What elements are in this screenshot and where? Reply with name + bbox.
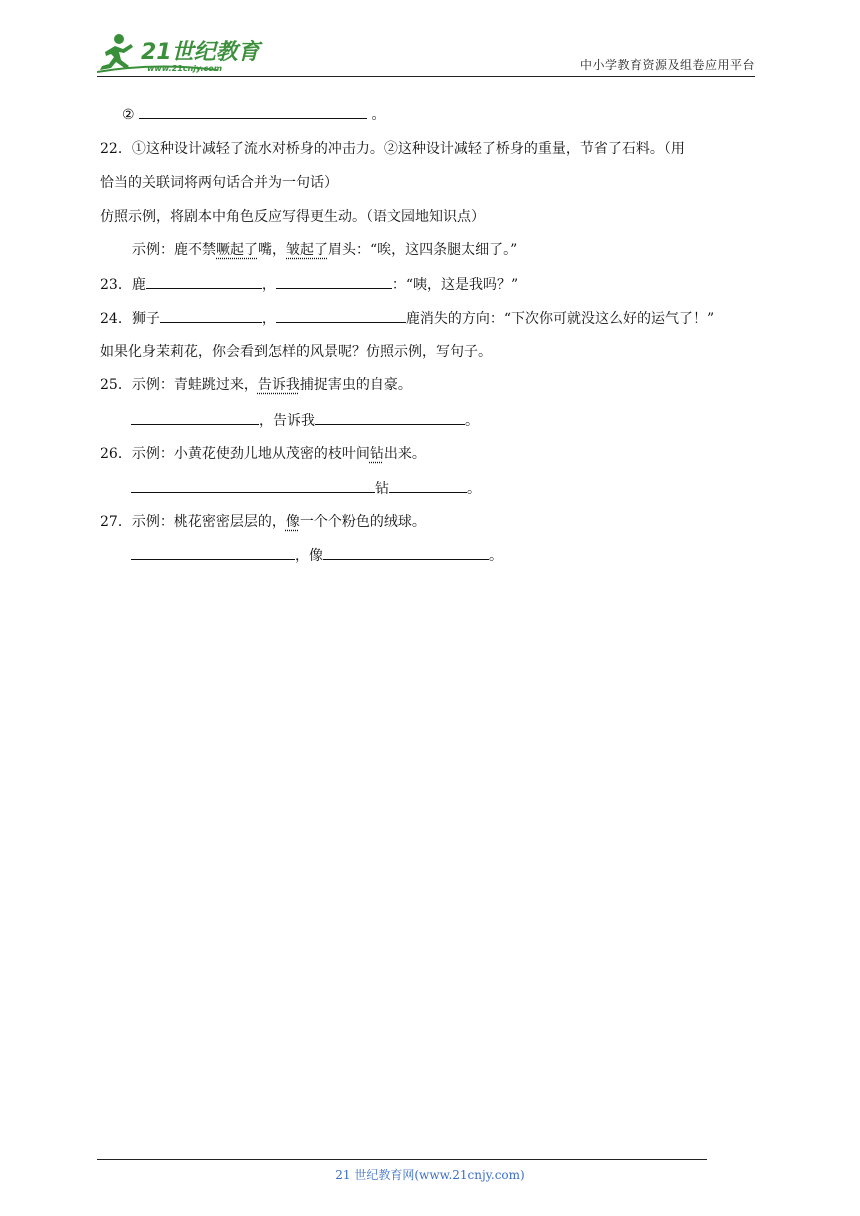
svg-text:21世纪教育: 21世纪教育 [141, 40, 260, 65]
section-instruction-drama: 仿照示例，将剧本中角色反应写得更生动。（语文园地知识点） [100, 209, 485, 225]
answer-blank[interactable] [315, 410, 465, 425]
emphasis-dots-1: 噘起了 [216, 242, 258, 258]
question-number: 22． [100, 141, 132, 157]
answer-blank[interactable] [276, 308, 406, 323]
answer-blank[interactable] [139, 104, 367, 119]
answer-blank[interactable] [160, 308, 262, 323]
svg-text:www.21cnjy.com: www.21cnjy.com [147, 64, 223, 73]
question-22 [100, 139, 685, 159]
answer-blank[interactable] [276, 274, 392, 289]
question-25: 25．示例：青蛙跳过来，告诉我捕捉害虫的自豪。 [100, 377, 412, 393]
question-26-answer: 钻 。 [131, 478, 481, 499]
question-27: 27．示例：桃花密密层层的，像一个个粉色的绒球。 [100, 514, 426, 530]
answer-blank[interactable] [131, 478, 375, 493]
section-instruction-jasmine: 如果化身茉莉花，你会看到怎样的风景呢？仿照示例，写句子。 [100, 344, 492, 360]
emphasis-dots: 像 [285, 514, 300, 530]
answer-blank[interactable] [131, 545, 295, 560]
question-23: 23．鹿 ， ：“咦，这是我吗？” [100, 274, 518, 295]
page-header [97, 28, 755, 77]
question-number: 25． [100, 377, 132, 393]
emphasis-dots: 钻 [369, 446, 384, 462]
question-26: 26．示例：小黄花使劲儿地从茂密的枝叶间钻出来。 [100, 446, 426, 462]
question-text: ①这种设计减轻了流水对桥身的冲击力。②这种设计减轻了桥身的重量，节省了石料。（用 [131, 141, 685, 157]
question-27-answer: ，像 。 [131, 545, 503, 566]
answer-blank[interactable] [146, 274, 262, 289]
example-drama: 示例：鹿不禁噘起了嘴，皱起了眉头：“唉，这四条腿太细了。” [132, 242, 518, 258]
question-number: 26． [100, 446, 132, 462]
question-number: 27． [100, 514, 132, 530]
site-logo[interactable] [97, 30, 267, 74]
question-number: 23． [100, 277, 132, 293]
platform-tagline: 中小学教育资源及组卷应用平台 [579, 58, 755, 72]
question-24: 24．狮子 ， 鹿消失的方向：“下次你可就没这么好的运气了！” [100, 308, 714, 329]
question-25-answer: ，告诉我 。 [131, 410, 479, 431]
circled-number-2: ② [122, 107, 135, 123]
footer-link[interactable]: 21 世纪教育网(www.21cnjy.com) [335, 1168, 525, 1182]
emphasis-dots: 告诉我 [257, 377, 300, 393]
answer-blank[interactable] [389, 478, 467, 493]
answer-blank[interactable] [323, 545, 489, 560]
footer-divider [97, 1159, 707, 1160]
runner-logo-icon [97, 30, 267, 74]
q21-answer-2: ② 。 [122, 104, 385, 125]
question-22-cont: 恰当的关联词将两句话合并为一句话） [100, 175, 338, 191]
emphasis-dots-2: 皱起了 [286, 242, 328, 258]
answer-blank[interactable] [131, 410, 259, 425]
question-number: 24． [100, 311, 132, 327]
